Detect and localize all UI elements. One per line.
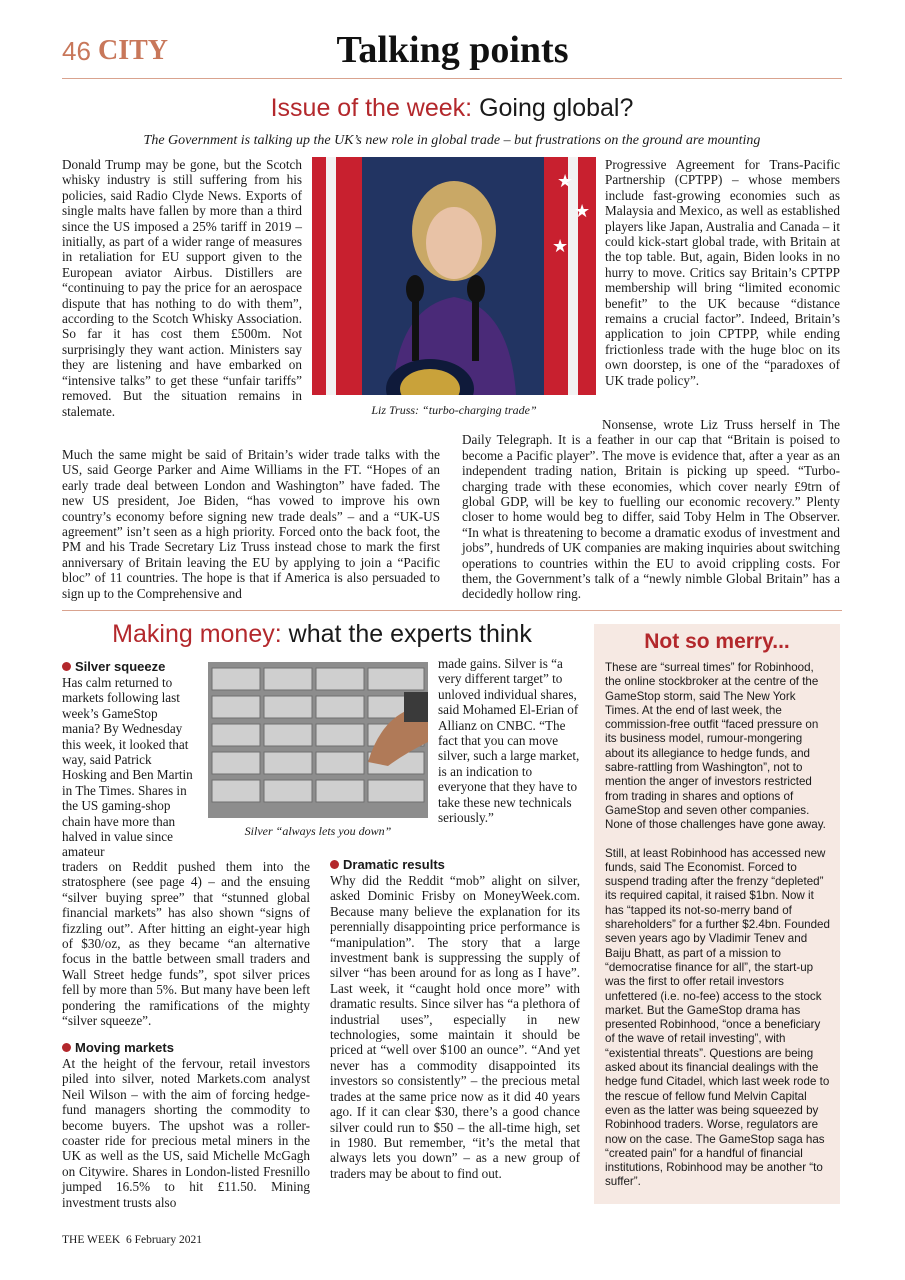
making-money-col2-top: made gains. Silver is “a very different target” to unloved individual shares, said Mohamed El-Erian of Allianz on CNBC. “The fact that you can move silver, such a large market, is an indication to everyone that they have to take these new technicals seriously.” — [438, 656, 580, 826]
section-divider — [62, 610, 842, 611]
making-money-title: what the experts think — [288, 620, 532, 648]
making-money-headline — [62, 620, 582, 649]
moving-markets-heading — [62, 1040, 174, 1055]
issue-col1-para2: Much the same might be said of Britain’s wider trade talks with the US, said George Parker and Aime Williams in the FT. “Hopes of an early trade deal between London and Washington” have faded. The new US president, Joe Biden, “has vowed to improve his own country’s economy before signing new trade deals” – and a “UK-US agreement” isn’t seen as a high priority. Forced onto the back foot, the PM and his Trade Secretary Liz Truss instead chose to mark the first anniversary of Britain leaving the EU by applying to join a “Pacific bloc” of 11 countries. The hope is that if America is also persuaded to sign up to the Comprehensive and — [62, 447, 440, 601]
truss-photo-caption: Liz Truss: “turbo-charging trade” — [371, 403, 537, 417]
making-money-label: Making money: — [112, 620, 282, 648]
issue-col2-para2: Nonsense, wrote Liz Truss herself in The Daily Telegraph. It is a feather in our cap that “Britain is poised to become a Pacific player”. The move is evidence that, after a year as an independent trading nation, Britain is picking up speed. “Turbo-charging trade with these economies, which cover nearly £9trn of global GDP, will be key to fuelling our economic recovery.” Plenty closer to home would beg to differ, said Toby Helm in The Observer. “In what is threatening to become a dramatic exodus of investment and jobs”, hundreds of UK companies are making inquiries about switching operations to countries within the EU to avoid crippling costs. For them, the Government’s talk of a “newly nimble Global Britain” has a decidedly hollow ring. — [462, 417, 840, 602]
section-label: CITY — [98, 35, 169, 66]
bullet-dot-icon — [330, 860, 339, 869]
footer-dateline: THE WEEK 6 February 2021 — [62, 1234, 202, 1246]
dramatic-results-heading — [330, 857, 445, 872]
dramatic-results-text: Why did the Reddit “mob” alight on silver, asked Dominic Frisby on MoneyWeek.com. Because many believe the explanation for its perennially disappointing price performance is “manipulation”. The story that a large investment bank is suppressing the supply of silver “has been around for as long as I have”. Last week, it “caught hold once more” with dramatic results. Since silver has “a plethora of industrial uses”, especially in new technologies, some maintain it should be priced at “well over $100 an ounce”. “And yet never has a commodity disappointed its investors so consistently” – the precious metal trades at the same price now as it did 40 years ago. If it can clear $30, there’s a good chance silver could run to $50 – the all-time high, set in 1980. But remember, “it’s the metal that always lets you down” – as a new group of traders may be about to find out. — [330, 873, 580, 1181]
svg-text:★: ★ — [557, 171, 574, 191]
silver-photo-caption: Silver “always lets you down” — [244, 824, 392, 838]
silver-squeeze-heading — [62, 659, 165, 674]
moving-markets-heading-text: Moving markets — [75, 1040, 174, 1055]
sidebar-para1: These are “surreal times” for Robinhood, the online stockbroker at the centre of the GameStop storm, said The New York Times. At the end of last week, the commission-free outfit “faced pressure on its business model, rumour-mongering about its allegiance to hedge funds, and sabre-rattling from Washington”, not to mention the anger of investors restricted from trading in shares and options of GameStop and seven other companies. None of those challenges have gone away. — [605, 661, 826, 832]
page-title: Talking points — [336, 29, 569, 71]
issue-title: Going global? — [479, 94, 634, 122]
silver-squeeze-text-a: Has calm returned to markets following last week’s GameStop mania? By Wednesday this week, it looked that way, said Patrick Hosking and Ben Martin in The Times. Shares in the US gaming-shop chain have more than halved in value since amateur — [62, 675, 193, 860]
bullet-dot-icon — [62, 662, 71, 671]
sidebar-title: Not so merry... — [644, 630, 790, 653]
issue-headline — [62, 94, 842, 123]
issue-col1-para1: Donald Trump may be gone, but the Scotch whisky industry is still suffering from his policies, said Radio Clyde News. Exports of single malts have fallen by more than a third since the US imposed a 25% tariff in 2019 – initially, as part of a wider range of measures in retaliation for EU support given to the European aviator Airbus. Distillers are “continuing to pay the price for an aerospace dispute that has nothing to do with them”, according to the Scotch Whisky Association. So far it has cost them £500m. Not surprisingly they want action. Ministers say they are listening and have embarked on “intensive talks” to get these “unfair tariffs” removed. But the situation remains in stalemate. — [62, 157, 302, 419]
dramatic-results-heading-text: Dramatic results — [343, 857, 445, 872]
silver-squeeze-heading-text: Silver squeeze — [75, 659, 166, 674]
issue-col3-para1: Progressive Agreement for Trans-Pacific Partnership (CPTPP) – whose members include fast-growing economies such as Malaysia and Mexico, as well as established players like Japan, Australia and Canada – it could kick-start global trade, with Britain at the top table. But, again, Biden looks in no hurry to move. Critics say Britain’s CPTPP membership will bring “limited economic benefit” to the UK because “distance remains a crucial factor”. Indeed, Britain’s application to join CPTPP, while ending frictionless trade with the huge bloc on its own doorstep, is one of the “paradoxes of UK trade policy”. — [605, 157, 840, 388]
svg-text:★: ★ — [574, 201, 591, 221]
moving-markets-text: At the height of the fervour, retail investors piled into silver, noted Markets.com analyst Neil Wilson – with the aim of forcing hedge-fund managers shorting the commodity to become buyers. The upshot was a roller-coaster ride for precious metal miners in the UK as well as the US, said Michelle McGagh on Citywire. Shares in London-listed Fresnillo jumped 16.5% to hit £11.50. Mining investment trusts also — [62, 1056, 310, 1210]
silver-bars-illustration — [208, 662, 428, 818]
sidebar-body — [605, 661, 831, 1190]
header-divider — [62, 78, 842, 79]
page-number: 46 — [62, 36, 91, 66]
sidebar-para2: Still, at least Robinhood has accessed new funds, said The Economist. Forced to suspend trading after the frenzy “depleted” its required capital, it raised $1bn. Now it has “tapped its not-so-merry band of shareholders” for a further $2.4bn. Founded seven years ago by Vladimir Tenev and Baiju Bhatt, as part of a mission to “democratise finance for all”, the start-up was the first to offer retail investors unfettered (i.e. no-fee) access to the stock market. But the GameStop drama has presented Robinhood, “once a beneficiary of the wave of retail investing”, with “existential threats”. Questions are being asked about its financial dealings with the hedge fund Citadel, which last week rode to the rescue of fellow fund Melvin Capital even as the latter was being squeezed by Robinhood traders. Worse, regulators are now on the case. The GameStop saga has “created pain” for a handful of financial institutions, Robinhood may be another “to suffer”. — [605, 846, 830, 1189]
svg-text:★: ★ — [552, 236, 569, 256]
silver-photo — [208, 662, 428, 818]
truss-photo-illustration — [312, 157, 596, 395]
issue-label: Issue of the week: — [270, 94, 473, 122]
truss-photo — [312, 157, 596, 395]
bullet-dot-icon — [62, 1043, 71, 1052]
silver-squeeze-text-b: traders on Reddit pushed them into the stratosphere (see page 4) – and the ensuing “silver buying spree” that “stunned global financial markets” has also shown “signs of fizzling out”. After hitting an eight-year high of $30/oz, as they became “an alternative focus in the battle between small traders and Wall Street hedge funds”, spot silver prices fell by more than 5%. But many have been left pondering the ramifications of the mighty “silver squeeze”. — [62, 859, 310, 1029]
issue-standfirst: The Government is talking up the UK’s new role in global trade – but frustrations on the ground are mounting — [143, 133, 761, 148]
